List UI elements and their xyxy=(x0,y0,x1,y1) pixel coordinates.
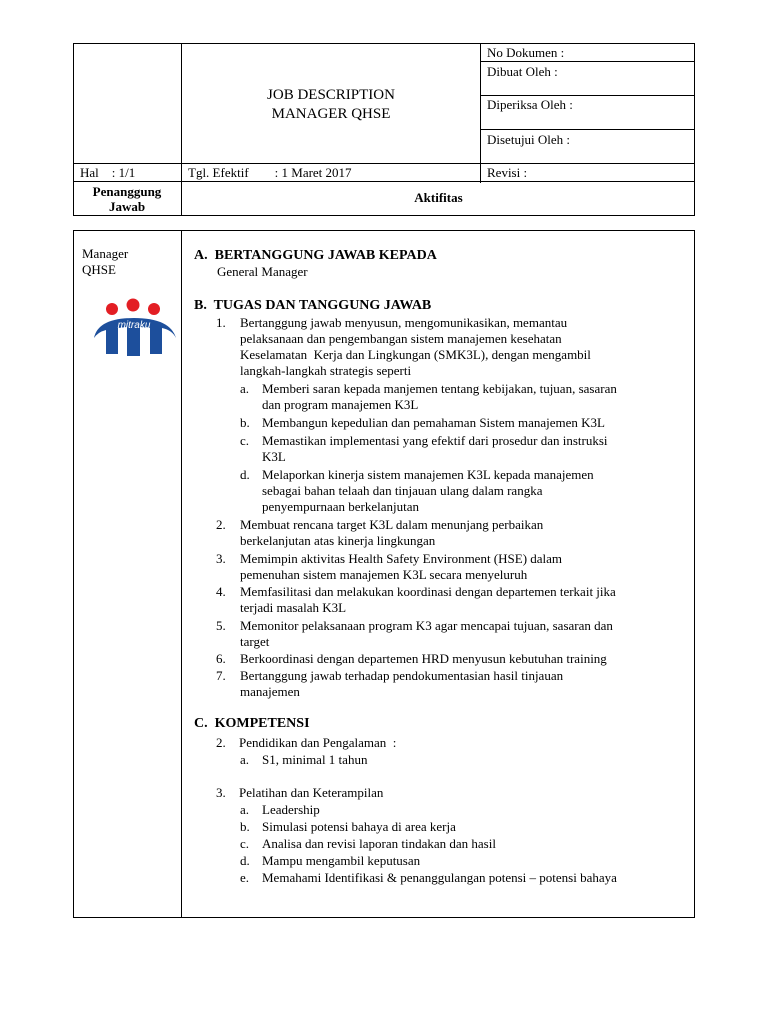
c-item-2-num: 2. xyxy=(216,735,226,750)
c-item-3e-num: e. xyxy=(240,870,250,885)
b-item-4-line2: terjadi masalah K3L xyxy=(240,600,347,615)
section-a-heading: A. BERTANGGUNG JAWAB KEPADA xyxy=(194,248,437,263)
header-divider-h-meta xyxy=(73,163,695,164)
b-item-1b-line1: Membangun kepedulian dan pemahaman Sistem manajemen K3L xyxy=(262,415,605,430)
c-item-3d-num: d. xyxy=(240,853,250,868)
b-item-5-line2: target xyxy=(240,634,270,649)
b-item-1d-line3: penyempurnaan berkelanjutan xyxy=(262,499,420,514)
b-item-1a-line2: dan program manajemen K3L xyxy=(262,397,419,412)
b-item-2-line1: Membuat rencana target K3L dalam menunjang perbaikan xyxy=(240,517,544,532)
c-item-3c-num: c. xyxy=(240,836,250,851)
b-item-3-num: 3. xyxy=(216,551,226,566)
c-item-2a-text: S1, minimal 1 tahun xyxy=(262,752,368,767)
b-item-1c-num: c. xyxy=(240,433,250,448)
penanggung-jawab-heading-line2: Jawab xyxy=(108,199,146,214)
role-line2: QHSE xyxy=(82,262,116,277)
b-item-1-line2: pelaksanaan dan pengembangan sistem manajemen kesehatan xyxy=(240,331,562,346)
b-item-1d-line2: sebagai bahan telaah dan tinjauan ulang dalam rangka xyxy=(262,483,543,498)
document-title-line2: MANAGER QHSE xyxy=(271,106,391,122)
no-dokumen-label: No Dokumen : xyxy=(487,45,565,60)
hal-label: Hal : 1/1 xyxy=(80,165,136,180)
mitraku-logo-icon xyxy=(90,296,184,360)
diperiksa-oleh-label: Diperiksa Oleh : xyxy=(487,97,573,112)
role-line1: Manager xyxy=(82,246,129,261)
document-title-line1: JOB DESCRIPTION xyxy=(267,87,395,103)
b-item-1d-num: d. xyxy=(240,467,250,482)
c-item-3a-text: Leadership xyxy=(262,802,320,817)
aktifitas-heading: Aktifitas xyxy=(414,190,463,205)
header-divider-v2 xyxy=(480,43,481,183)
b-item-7-line1: Bertanggung jawab terhadap pendokumentasian hasil tinjauan xyxy=(240,668,564,683)
b-item-1b-num: b. xyxy=(240,415,250,430)
b-item-3-line1: Memimpin aktivitas Health Safety Environment (HSE) dalam xyxy=(240,551,563,566)
c-item-3-num: 3. xyxy=(216,785,226,800)
c-item-3b-text: Simulasi potensi bahaya di area kerja xyxy=(262,819,456,834)
header-divider-h-doc3 xyxy=(480,129,695,130)
c-item-3b-num: b. xyxy=(240,819,250,834)
b-item-6-num: 6. xyxy=(216,651,226,666)
c-item-3a-num: a. xyxy=(240,802,250,817)
revisi-label: Revisi : xyxy=(487,165,528,180)
section-b-heading: B. TUGAS DAN TANGGUNG JAWAB xyxy=(194,298,432,313)
b-item-1-line1: Bertanggung jawab menyusun, mengomunikasikan, memantau xyxy=(240,315,568,330)
b-item-4-line1: Memfasilitasi dan melakukan koordinasi dengan departemen terkait jika xyxy=(240,584,616,599)
penanggung-jawab-heading-line1: Penanggung xyxy=(92,184,162,199)
section-c-heading: C. KOMPETENSI xyxy=(194,716,310,731)
b-item-2-line2: berkelanjutan atas kinerja lingkungan xyxy=(240,533,436,548)
tgl-efektif-label: Tgl. Efektif : 1 Maret 2017 xyxy=(188,165,352,180)
b-item-7-num: 7. xyxy=(216,668,226,683)
c-item-2-label: Pendidikan dan Pengalaman : xyxy=(239,735,397,750)
b-item-1-line4: langkah-langkah strategis seperti xyxy=(240,363,412,378)
c-item-2a-num: a. xyxy=(240,752,250,767)
b-item-1a-line1: Memberi saran kepada manjemen tentang kebijakan, tujuan, sasaran xyxy=(262,381,617,396)
b-item-1a-num: a. xyxy=(240,381,250,396)
b-item-7-line2: manajemen xyxy=(240,684,300,699)
b-item-6-line1: Berkoordinasi dengan departemen HRD menyusun kebutuhan training xyxy=(240,651,607,666)
b-item-1-num: 1. xyxy=(216,315,226,330)
header-divider-h-cols xyxy=(73,181,695,182)
mitraku-logo xyxy=(90,296,184,360)
dibuat-oleh-label: Dibuat Oleh : xyxy=(487,64,558,79)
b-item-4-num: 4. xyxy=(216,584,226,599)
b-item-1c-line1: Memastikan implementasi yang efektif dari prosedur dan instruksi xyxy=(262,433,608,448)
b-item-1c-line2: K3L xyxy=(262,449,286,464)
b-item-5-num: 5. xyxy=(216,618,226,633)
header-divider-h-doc2 xyxy=(480,95,695,96)
c-item-3-label: Pelatihan dan Keterampilan xyxy=(239,785,384,800)
b-item-3-line2: pemenuhan sistem manajemen K3L secara menyeluruh xyxy=(240,567,528,582)
section-a-value: General Manager xyxy=(217,264,308,279)
disetujui-oleh-label: Disetujui Oleh : xyxy=(487,132,571,147)
c-item-3c-text: Analisa dan revisi laporan tindakan dan hasil xyxy=(262,836,496,851)
b-item-2-num: 2. xyxy=(216,517,226,532)
c-item-3e-text: Memahami Identifikasi & penanggulangan potensi – potensi bahaya xyxy=(262,870,617,885)
header-divider-h-doc1 xyxy=(480,61,695,62)
b-item-5-line1: Memonitor pelaksanaan program K3 agar mencapai tujuan, sasaran dan xyxy=(240,618,613,633)
svg-text:mitraku: mitraku xyxy=(117,320,151,331)
b-item-1-line3: Keselamatan Kerja dan Lingkungan (SMK3L), dengan mengambil xyxy=(240,347,591,362)
c-item-3d-text: Mampu mengambil keputusan xyxy=(262,853,421,868)
b-item-1d-line1: Melaporkan kinerja sistem manajemen K3L kepada manajemen xyxy=(262,467,594,482)
